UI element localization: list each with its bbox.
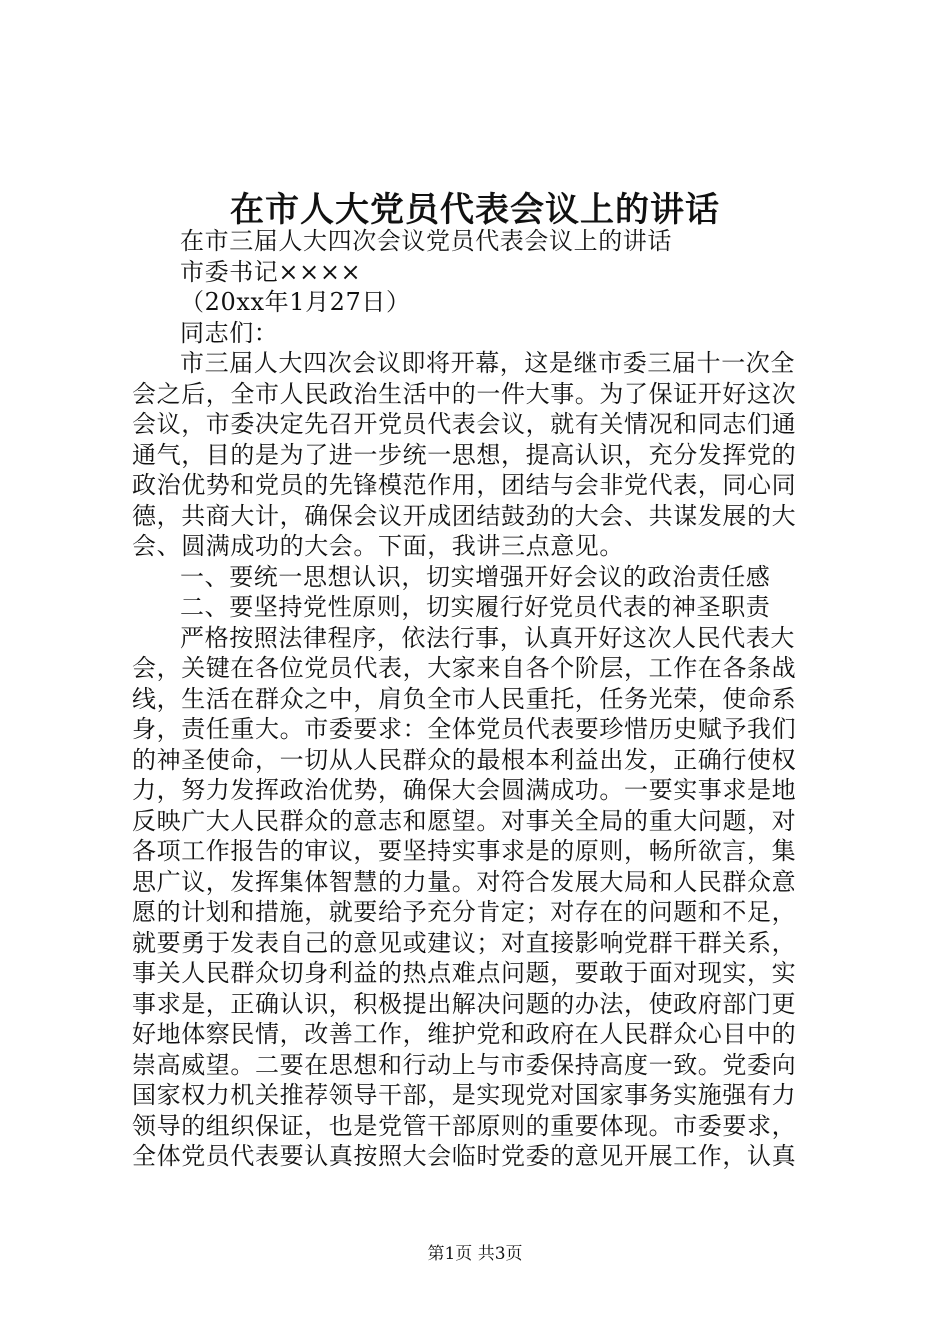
paragraph-line: 国家权力机关推荐领导干部，是实现党对国家事务实施强有力 — [132, 1081, 797, 1109]
paragraph-line: 事关人民群众切身利益的热点难点问题，要敢于面对现实，实 — [132, 959, 797, 987]
date-line: （20xx年1月27日） — [180, 288, 411, 316]
paragraph-line: 思广议，发挥集体智慧的力量。对符合发展大局和人民群众意 — [132, 867, 797, 896]
salutation-line: 同志们： — [180, 318, 279, 347]
paragraph-line: 会议，市委决定先召开党员代表会议，就有关情况和同志们通 — [132, 410, 797, 438]
paragraph-line: 好地体察民情，改善工作，维护党和政府在人民群众心目中的 — [132, 1020, 797, 1048]
paragraph-line: 会，关键在各位党员代表，大家来自各个阶层，工作在各条战 — [132, 654, 797, 682]
paragraph-line: 德，共商大计，确保会议开成团结鼓劲的大会、共谋发展的大 — [132, 501, 797, 530]
paragraph-line: 各项工作报告的审议，要坚持实事求是的原则，畅所欲言，集 — [132, 837, 797, 865]
paragraph-line: 严格按照法律程序，依法行事，认真开好这次人民代表大 — [180, 623, 795, 652]
paragraph-line: 崇高威望。二要在思想和行动上与市委保持高度一致。党委向 — [132, 1050, 797, 1079]
paragraph-line: 领导的组织保证，也是党管干部原则的重要体现。市委要求， — [132, 1111, 797, 1140]
paragraph-line: 通气，目的是为了进一步统一思想，提高认识，充分发挥党的 — [132, 440, 797, 469]
paragraph-line: 会之后，全市人民政治生活中的一件大事。为了保证开好这次 — [132, 379, 797, 408]
paragraph-line: 事求是，正确认识，积极提出解决问题的办法，使政府部门更 — [132, 989, 797, 1018]
paragraph-line: 线，生活在群众之中，肩负全市人民重托，任务光荣，使命系 — [132, 684, 797, 713]
paragraph-line: 就要勇于发表自己的意见或建议；对直接影响党群干群关系， — [132, 928, 797, 957]
document-title: 在市人大党员代表会议上的讲话 — [230, 190, 720, 230]
document-body — [132, 226, 832, 1172]
paragraph-line: 愿的计划和措施，就要给予充分肯定；对存在的问题和不足， — [132, 898, 797, 926]
paragraph-line: 政治优势和党员的先锋模范作用，团结与会非党代表，同心同 — [132, 471, 797, 499]
paragraph-line: 力，努力发挥政治优势，确保大会圆满成功。一要实事求是地 — [132, 776, 797, 804]
section-heading-1: 一、要统一思想认识，切实增强开好会议的政治责任感 — [180, 562, 771, 591]
paragraph-line: 身，责任重大。市委要求：全体党员代表要珍惜历史赋予我们 — [132, 715, 797, 743]
paragraph-line: 的神圣使命，一切从人民群众的最根本利益出发，正确行使权 — [132, 745, 797, 774]
page-footer: 第1页 共3页 — [427, 1244, 523, 1264]
paragraph-line: 全体党员代表要认真按照大会临时党委的意见开展工作，认真 — [132, 1142, 797, 1170]
subtitle-line: 在市三届人大四次会议党员代表会议上的讲话 — [180, 227, 672, 255]
paragraph-line: 会、圆满成功的大会。下面，我讲三点意见。 — [132, 532, 624, 560]
paragraph-line: 市三届人大四次会议即将开幕，这是继市委三届十一次全 — [180, 349, 795, 377]
paragraph-line: 反映广大人民群众的意志和愿望。对事关全局的重大问题，对 — [132, 806, 797, 835]
speaker-line: 市委书记×××× — [180, 257, 362, 286]
section-heading-2: 二、要坚持党性原则，切实履行好党员代表的神圣职责 — [180, 593, 771, 621]
